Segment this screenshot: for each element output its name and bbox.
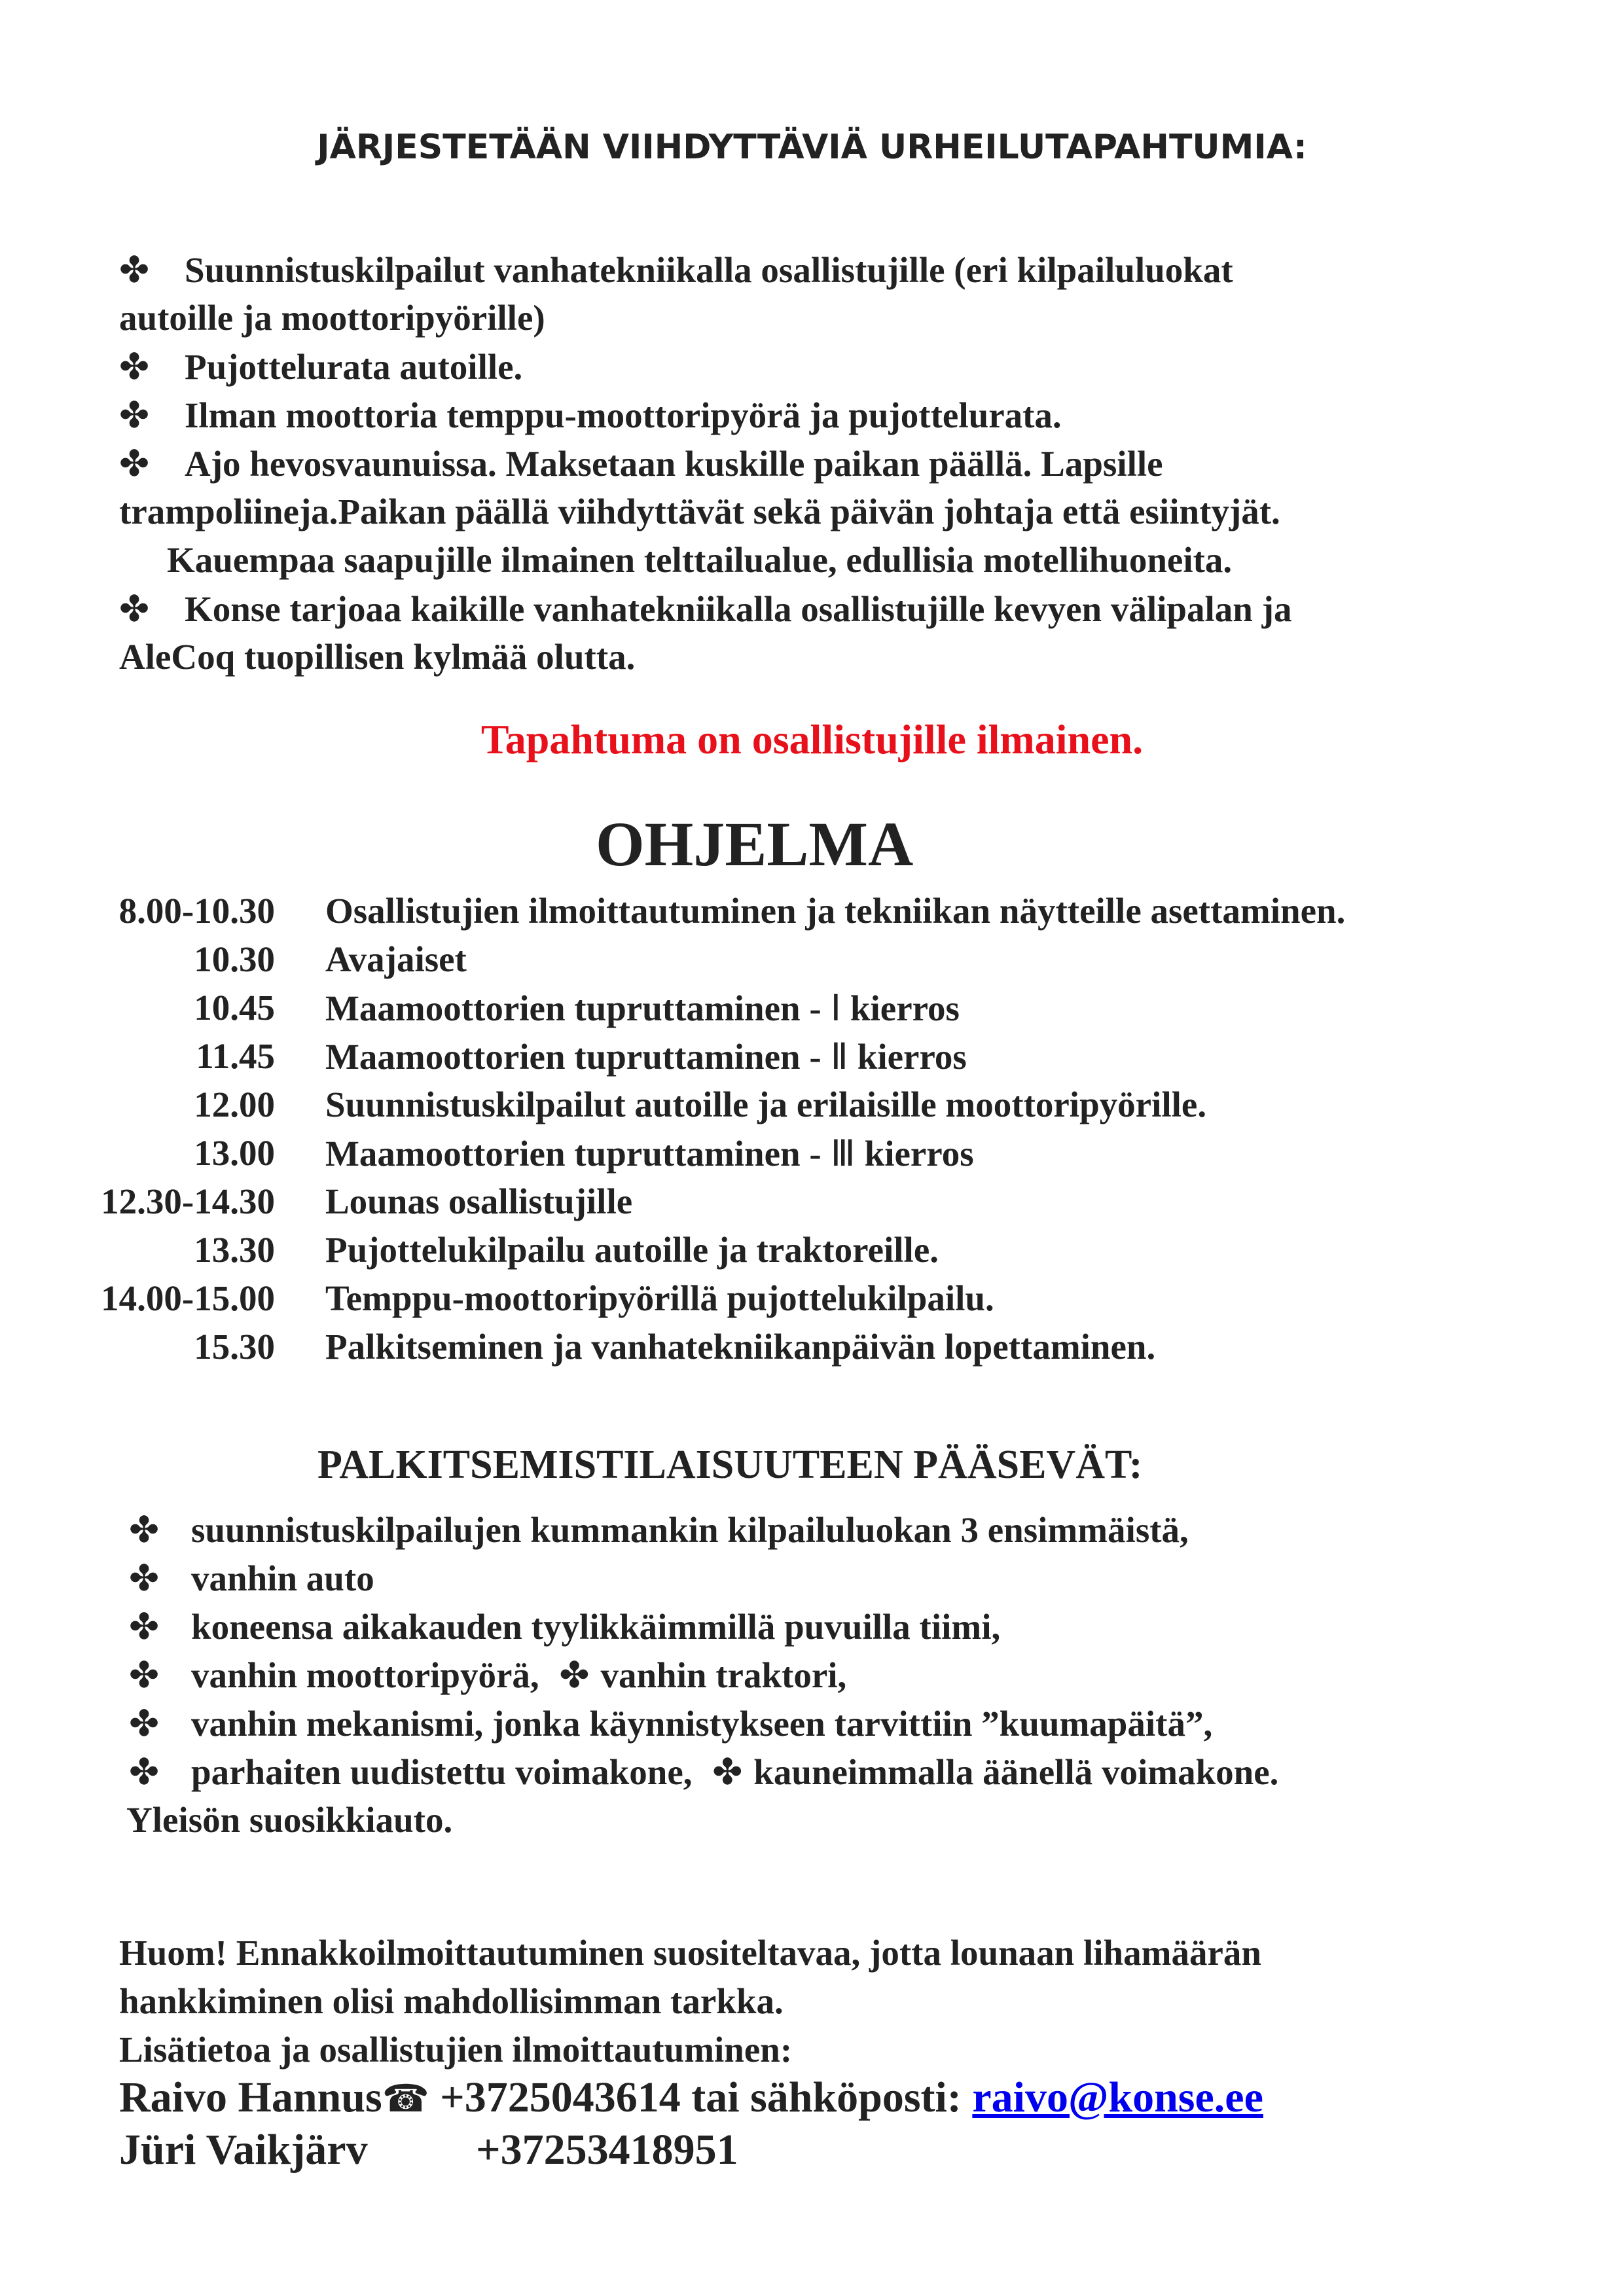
list-item: ✤ Pujottelurata autoille. <box>119 342 522 391</box>
clover-bullet-icon: ✤ <box>129 1557 160 1599</box>
list-item: ✤ vanhin moottoripyörä, ✤ vanhin traktori, <box>129 1651 846 1700</box>
list-item: ✤ Konse tarjoaa kaikille vanhatekniikalla osallistujille kevyen välipalan ja <box>119 584 1291 634</box>
schedule-activity: Avajaiset <box>325 939 467 979</box>
note-line: Lisätietoa ja osallistujien ilmoittautuminen: <box>119 2030 793 2070</box>
list-item: ✤ Ilman moottoria temppu-moottoripyörä ja pujottelurata. <box>119 391 1062 440</box>
clover-bullet-icon: ✤ <box>119 346 150 387</box>
schedule-time: 13.30 <box>194 1230 275 1270</box>
clover-bullet-icon: ✤ <box>119 394 150 436</box>
round-numeral: Ⅲ <box>830 1132 856 1174</box>
schedule-activity: Maamoottorien tupruttaminen - Ⅱ kierros <box>325 1032 967 1081</box>
round-numeral: Ⅰ <box>830 987 841 1029</box>
schedule-time: 12.30-14.30 <box>101 1181 275 1221</box>
schedule-time: 10.45 <box>194 988 275 1028</box>
list-item: Yleisön suosikkiauto. <box>126 1800 453 1840</box>
clover-bullet-icon: ✤ <box>119 442 150 484</box>
email-label: tai sähköposti: <box>691 2073 962 2121</box>
contact-name: Raivo Hannus <box>119 2073 382 2121</box>
list-item: ✤ Ajo hevosvaunuissa. Maksetaan kuskille paikan päällä. Lapsille <box>119 439 1163 488</box>
round-numeral: Ⅱ <box>830 1035 848 1077</box>
schedule-activity: Temppu-moottoripyörillä pujottelukilpailu. <box>325 1278 994 1318</box>
schedule-time: 8.00-10.30 <box>118 891 275 931</box>
clover-bullet-icon: ✤ <box>129 1605 160 1647</box>
list-item: autoille ja moottoripyörille) <box>119 298 545 338</box>
schedule-activity: Palkitseminen ja vanhatekniikanpäivän lopettaminen. <box>325 1327 1156 1367</box>
list-item: ✤ koneensa aikakauden tyylikkäimmillä puvuilla tiimi, <box>129 1602 1000 1651</box>
contact-phone: +37253418951 <box>476 2126 738 2174</box>
free-event-notice: Tapahtuma on osallistujille ilmainen. <box>480 716 1144 762</box>
contact-phone: +3725043614 <box>440 2073 681 2121</box>
list-item: ✤ vanhin mekanismi, jonka käynnistykseen tarvittiin ”kuumapäitä”, <box>129 1699 1212 1748</box>
schedule-time: 15.30 <box>194 1327 275 1367</box>
phone-icon: ☎ <box>382 2076 429 2121</box>
note-line: Huom! Ennakkoilmoittautuminen suositeltavaa, jotta lounaan lihamäärän <box>119 1933 1261 1973</box>
awards-heading: PALKITSEMISTILAISUUTEEN PÄÄSEVÄT: <box>317 1443 1143 1487</box>
schedule-activity: Maamoottorien tupruttaminen - Ⅰ kierros <box>325 984 960 1033</box>
program-heading: OHJELMA <box>596 809 914 879</box>
list-item: ✤ vanhin auto <box>129 1554 374 1603</box>
contact-row <box>119 2121 738 2179</box>
schedule-activity: Maamoottorien tupruttaminen - Ⅲ kierros <box>325 1129 974 1178</box>
list-item: ✤ suunnistuskilpailujen kummankin kilpailuluokan 3 ensimmäistä, <box>129 1505 1189 1554</box>
list-item: ✤ parhaiten uudistettu voimakone, ✤ kauneimmalla äänellä voimakone. <box>129 1748 1278 1797</box>
schedule-activity: Suunnistuskilpailut autoille ja erilaisille moottoripyörille. <box>325 1085 1207 1124</box>
schedule-activity: Lounas osallistujille <box>325 1181 633 1221</box>
schedule-time: 10.30 <box>194 939 275 979</box>
schedule-time: 14.00-15.00 <box>101 1278 275 1318</box>
clover-bullet-icon: ✤ <box>712 1751 743 1793</box>
email-link[interactable]: raivo@konse.ee <box>972 2073 1263 2121</box>
list-item: Kauempaa saapujille ilmainen telttailualue, edullisia motellihuoneita. <box>167 540 1233 580</box>
clover-bullet-icon: ✤ <box>119 249 150 291</box>
list-item: trampoliineja.Paikan päällä viihdyttävät sekä päivän johtaja että esiintyjät. <box>119 492 1280 531</box>
schedule-time: 13.00 <box>194 1133 275 1173</box>
page-title: JÄRJESTETÄÄN VIIHDYTTÄVIÄ URHEILUTAPAHTUMIA: <box>317 128 1307 167</box>
schedule-activity: Pujottelukilpailu autoille ja traktoreille. <box>325 1230 939 1270</box>
clover-bullet-icon: ✤ <box>129 1751 160 1793</box>
list-item: AleCoq tuopillisen kylmää olutta. <box>119 637 636 677</box>
clover-bullet-icon: ✤ <box>119 588 150 630</box>
clover-bullet-icon: ✤ <box>129 1654 160 1696</box>
schedule-activity: Osallistujien ilmoittautuminen ja tekniikan näytteille asettaminen. <box>325 891 1346 931</box>
contact-name: Jüri Vaikjärv <box>119 2126 368 2174</box>
contact-row <box>119 2068 1263 2128</box>
schedule-time: 12.00 <box>194 1085 275 1124</box>
clover-bullet-icon: ✤ <box>559 1654 590 1696</box>
schedule-time: 11.45 <box>196 1036 275 1076</box>
list-item: ✤ Suunnistuskilpailut vanhatekniikalla osallistujille (eri kilpailuluokat <box>119 245 1233 295</box>
clover-bullet-icon: ✤ <box>129 1702 160 1744</box>
clover-bullet-icon: ✤ <box>129 1509 160 1551</box>
note-line: hankkiminen olisi mahdollisimman tarkka. <box>119 1981 784 2021</box>
